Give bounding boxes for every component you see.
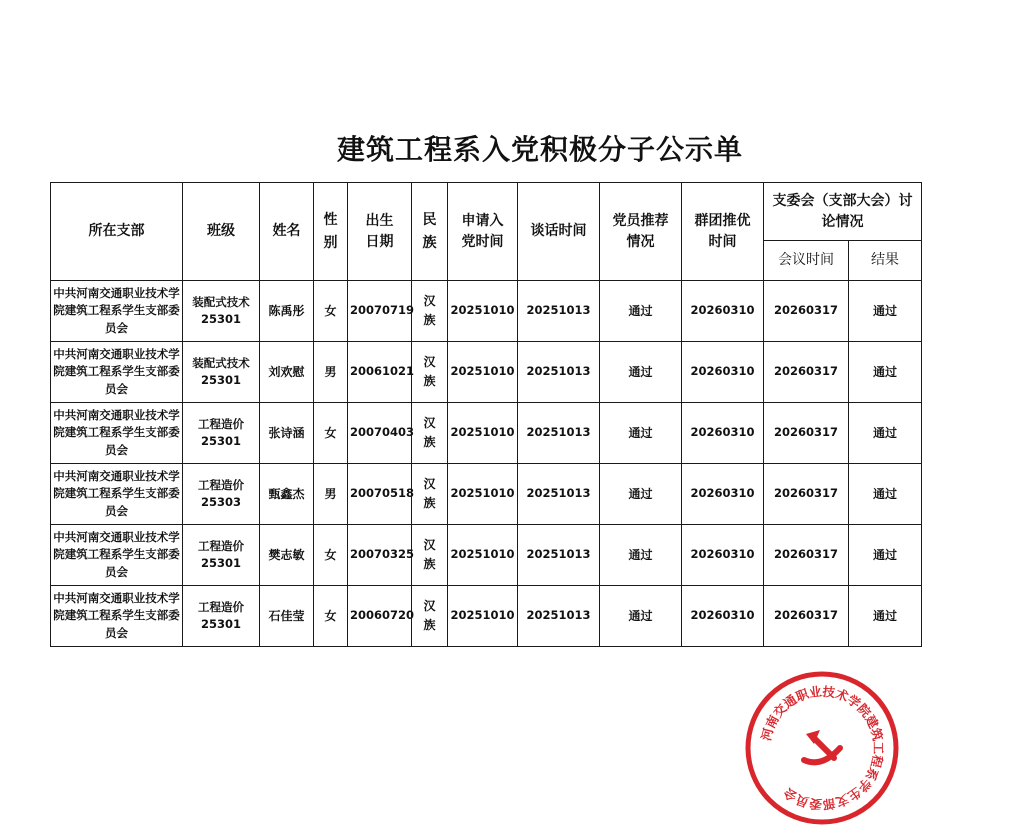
member-recommend-cell: 通过	[600, 586, 682, 647]
ethnicity-cell	[412, 281, 448, 342]
class-cell	[183, 586, 260, 647]
seal-text: 河南交通职业技术学院建筑工程系学生支部委员会	[758, 683, 887, 813]
ethnicity-value: 汉族	[423, 293, 436, 327]
meeting-time-cell: 20260317	[764, 525, 849, 586]
header-talk-time: 谈话时间	[518, 183, 600, 281]
class-name: 工程造价	[198, 599, 244, 614]
table-row	[51, 403, 922, 464]
branch-cell: 中共河南交通职业技术学院建筑工程系学生支部委员会	[51, 403, 183, 464]
member-recommend-cell: 通过	[600, 403, 682, 464]
class-name: 装配式技术	[192, 294, 250, 309]
name-cell: 刘欢慰	[260, 342, 314, 403]
table-row	[51, 464, 922, 525]
activist-table	[50, 182, 922, 647]
class-cell	[183, 342, 260, 403]
class-number: 25301	[200, 556, 241, 570]
header-committee: 支委会（支部大会）讨论情况	[764, 183, 922, 241]
meeting-time-cell: 20260317	[764, 586, 849, 647]
member-recommend-cell: 通过	[600, 281, 682, 342]
apply-time-cell: 20251010	[448, 586, 518, 647]
class-number: 25301	[200, 373, 241, 387]
header-member-recommend: 党员推荐情况	[600, 183, 682, 281]
class-number: 25301	[200, 434, 241, 448]
branch-cell: 中共河南交通职业技术学院建筑工程系学生支部委员会	[51, 342, 183, 403]
meeting-time-cell: 20260317	[764, 403, 849, 464]
apply-time-cell: 20251010	[448, 464, 518, 525]
apply-time-cell: 20251010	[448, 525, 518, 586]
result-cell: 通过	[849, 586, 922, 647]
branch-cell: 中共河南交通职业技术学院建筑工程系学生支部委员会	[51, 525, 183, 586]
gender-cell: 男	[314, 342, 348, 403]
talk-time-cell: 20251013	[518, 403, 600, 464]
class-name: 工程造价	[198, 538, 244, 553]
gender-cell: 女	[314, 281, 348, 342]
official-seal	[742, 668, 902, 828]
birth-cell: 20070403	[348, 403, 412, 464]
talk-time-cell: 20251013	[518, 281, 600, 342]
header-gender: 性别	[314, 183, 348, 281]
header-branch: 所在支部	[51, 183, 183, 281]
league-recommend-time-cell: 20260310	[682, 464, 764, 525]
header-name: 姓名	[260, 183, 314, 281]
class-cell	[183, 281, 260, 342]
table-body	[51, 281, 922, 647]
birth-cell: 20061021	[348, 342, 412, 403]
talk-time-cell: 20251013	[518, 586, 600, 647]
result-cell: 通过	[849, 464, 922, 525]
meeting-time-cell: 20260317	[764, 281, 849, 342]
ethnicity-cell	[412, 464, 448, 525]
document-title: 建筑工程系入党积极分子公示单	[336, 133, 743, 166]
ethnicity-cell	[412, 586, 448, 647]
birth-cell: 20070719	[348, 281, 412, 342]
result-cell: 通过	[849, 342, 922, 403]
gender-cell: 女	[314, 586, 348, 647]
branch-cell: 中共河南交通职业技术学院建筑工程系学生支部委员会	[51, 464, 183, 525]
league-recommend-time-cell: 20260310	[682, 281, 764, 342]
apply-time-cell: 20251010	[448, 403, 518, 464]
gender-cell: 女	[314, 403, 348, 464]
ethnicity-cell	[412, 525, 448, 586]
birth-cell: 20070518	[348, 464, 412, 525]
table-row	[51, 586, 922, 647]
meeting-time-cell: 20260317	[764, 464, 849, 525]
class-cell	[183, 525, 260, 586]
header-meeting-time: 会议时间	[764, 241, 849, 281]
birth-cell: 20060720	[348, 586, 412, 647]
member-recommend-cell: 通过	[600, 464, 682, 525]
table-row	[51, 525, 922, 586]
table-row	[51, 342, 922, 403]
party-emblem-icon	[804, 730, 840, 762]
name-cell: 甄鑫杰	[260, 464, 314, 525]
header-apply-time: 申请入党时间	[448, 183, 518, 281]
class-number: 25301	[200, 617, 241, 631]
table-row	[51, 281, 922, 342]
name-cell: 张诗涵	[260, 403, 314, 464]
result-cell: 通过	[849, 281, 922, 342]
ethnicity-value: 汉族	[423, 415, 436, 449]
header-league-recommend-time: 群团推优时间	[682, 183, 764, 281]
name-cell: 石佳莹	[260, 586, 314, 647]
talk-time-cell: 20251013	[518, 464, 600, 525]
ethnicity-value: 汉族	[423, 354, 436, 388]
result-cell: 通过	[849, 403, 922, 464]
birth-cell: 20070325	[348, 525, 412, 586]
ethnicity-cell	[412, 403, 448, 464]
talk-time-cell: 20251013	[518, 525, 600, 586]
apply-time-cell: 20251010	[448, 281, 518, 342]
branch-cell: 中共河南交通职业技术学院建筑工程系学生支部委员会	[51, 281, 183, 342]
class-cell	[183, 464, 260, 525]
ethnicity-value: 汉族	[423, 537, 436, 571]
apply-time-cell: 20251010	[448, 342, 518, 403]
class-cell	[183, 403, 260, 464]
league-recommend-time-cell: 20260310	[682, 525, 764, 586]
name-cell: 樊志敏	[260, 525, 314, 586]
gender-cell: 男	[314, 464, 348, 525]
ethnicity-value: 汉族	[423, 598, 436, 632]
class-number: 25301	[200, 312, 241, 326]
gender-cell: 女	[314, 525, 348, 586]
league-recommend-time-cell: 20260310	[682, 342, 764, 403]
class-name: 工程造价	[198, 477, 244, 492]
class-name: 工程造价	[198, 416, 244, 431]
member-recommend-cell: 通过	[600, 525, 682, 586]
talk-time-cell: 20251013	[518, 342, 600, 403]
result-cell: 通过	[849, 525, 922, 586]
league-recommend-time-cell: 20260310	[682, 586, 764, 647]
ethnicity-value: 汉族	[423, 476, 436, 510]
member-recommend-cell: 通过	[600, 342, 682, 403]
ethnicity-cell	[412, 342, 448, 403]
league-recommend-time-cell: 20260310	[682, 403, 764, 464]
header-ethnicity: 民族	[412, 183, 448, 281]
header-birth: 出生日期	[348, 183, 412, 281]
class-name: 装配式技术	[192, 355, 250, 370]
branch-cell: 中共河南交通职业技术学院建筑工程系学生支部委员会	[51, 586, 183, 647]
name-cell: 陈禹彤	[260, 281, 314, 342]
class-number: 25303	[200, 495, 241, 509]
header-class: 班级	[183, 183, 260, 281]
meeting-time-cell: 20260317	[764, 342, 849, 403]
header-result: 结果	[849, 241, 922, 281]
